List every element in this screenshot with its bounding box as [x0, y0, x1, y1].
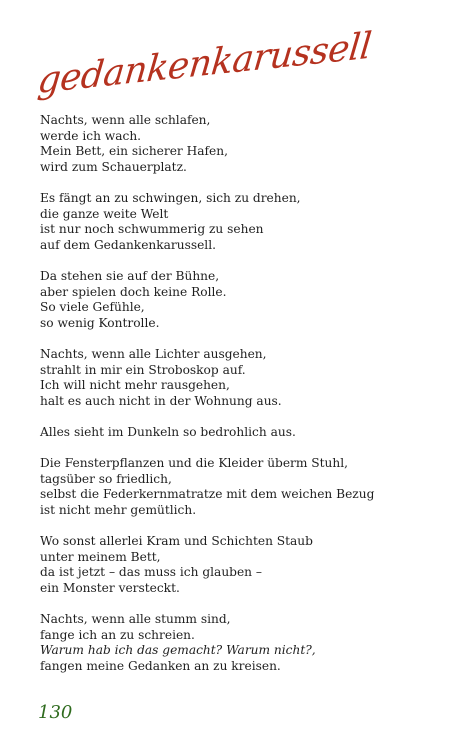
poem-title-text: gedankenkarussell	[35, 25, 374, 103]
poem-line: tagsüber so friedlich,	[40, 471, 172, 486]
poem-line: unter meinem Bett,	[40, 549, 161, 564]
poem-line: selbst die Federkernmatratze mit dem weichen Bezug	[40, 487, 375, 502]
poem-line: wird zum Schauerplatz.	[40, 159, 187, 174]
poem-stanza	[40, 612, 450, 674]
poem-line: strahlt in mir ein Stroboskop auf.	[40, 362, 246, 377]
poem-body	[40, 113, 450, 690]
poem-line: fangen meine Gedanken an zu kreisen.	[40, 658, 281, 673]
poem-line: werde ich wach.	[40, 128, 142, 143]
poem-line: aber spielen doch keine Rolle.	[40, 284, 227, 299]
poem-line: Warum hab ich das gemacht? Warum nicht?,	[40, 643, 316, 658]
poem-title	[30, 25, 374, 120]
poem-line: Da stehen sie auf der Bühne,	[40, 268, 220, 283]
poem-line: Die Fensterpflanzen und die Kleider überm Stuhl,	[40, 456, 349, 471]
poem-line: Es fängt an zu schwingen, sich zu drehen,	[40, 190, 301, 205]
poem-line: so wenig Kontrolle.	[40, 315, 160, 330]
poem-line: Mein Bett, ein sicherer Hafen,	[40, 144, 228, 159]
page-number: 130	[38, 702, 73, 723]
poem-line: auf dem Gedankenkarussell.	[40, 237, 216, 252]
poem-stanza	[40, 191, 450, 253]
poem-line: Nachts, wenn alle stumm sind,	[40, 612, 231, 626]
poem-stanza	[40, 269, 450, 331]
poem-line: Nachts, wenn alle Lichter ausgehen,	[40, 346, 267, 361]
poem-line: Nachts, wenn alle schlafen,	[40, 113, 211, 127]
poem-line: ein Monster versteckt.	[40, 580, 180, 595]
poem-line: fange ich an zu schreien.	[40, 627, 195, 642]
poem-line: So viele Gefühle,	[40, 300, 145, 315]
poem-line: da ist jetzt – das muss ich glauben –	[40, 565, 262, 580]
poem-stanza	[40, 347, 450, 409]
poem-line: ist nur noch schwummerig zu sehen	[40, 222, 264, 237]
poem-stanza	[40, 425, 450, 441]
poem-line: Ich will nicht mehr rausgehen,	[40, 378, 230, 393]
poem-line: halt es auch nicht in der Wohnung aus.	[40, 393, 282, 408]
poem-stanza	[40, 534, 450, 596]
poem-line: Alles sieht im Dunkeln so bedrohlich aus.	[40, 424, 296, 439]
poem-line: die ganze weite Welt	[40, 206, 169, 221]
poem-line: Wo sonst allerlei Kram und Schichten Staub	[40, 534, 313, 549]
poem-line: ist nicht mehr gemütlich.	[40, 502, 197, 517]
poem-stanza	[40, 113, 450, 175]
poem-stanza	[40, 456, 450, 518]
